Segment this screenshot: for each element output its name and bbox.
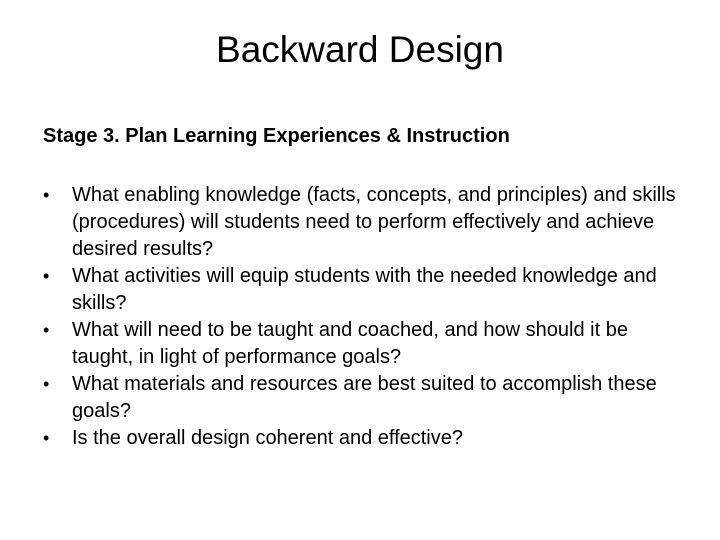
bullet-item [43,371,683,425]
bullet-list [43,182,683,452]
bullet-icon: • [43,266,50,286]
bullet-icon: • [43,320,50,340]
bullet-text: Is the overall design coherent and effective? [72,427,463,449]
bullet-text: What will need to be taught and coached, and how should it be taught, in light of performance goals? [72,319,628,368]
slide-title: Backward Design [216,29,504,70]
bullet-icon: • [43,185,50,205]
bullet-icon: • [43,428,50,448]
bullet-item [43,263,683,317]
bullet-text: What materials and resources are best suited to accomplish these goals? [72,373,657,422]
bullet-item [43,425,683,452]
bullet-icon: • [43,374,50,394]
bullet-text: What enabling knowledge (facts, concepts, and principles) and skills (procedures) will students need to perform effectively and achieve desired results? [72,184,676,260]
bullet-item [43,182,683,263]
bullet-item [43,317,683,371]
bullet-text: What activities will equip students with the needed knowledge and skills? [72,265,657,314]
slide-subtitle: Stage 3. Plan Learning Experiences & Instruction [43,125,510,147]
